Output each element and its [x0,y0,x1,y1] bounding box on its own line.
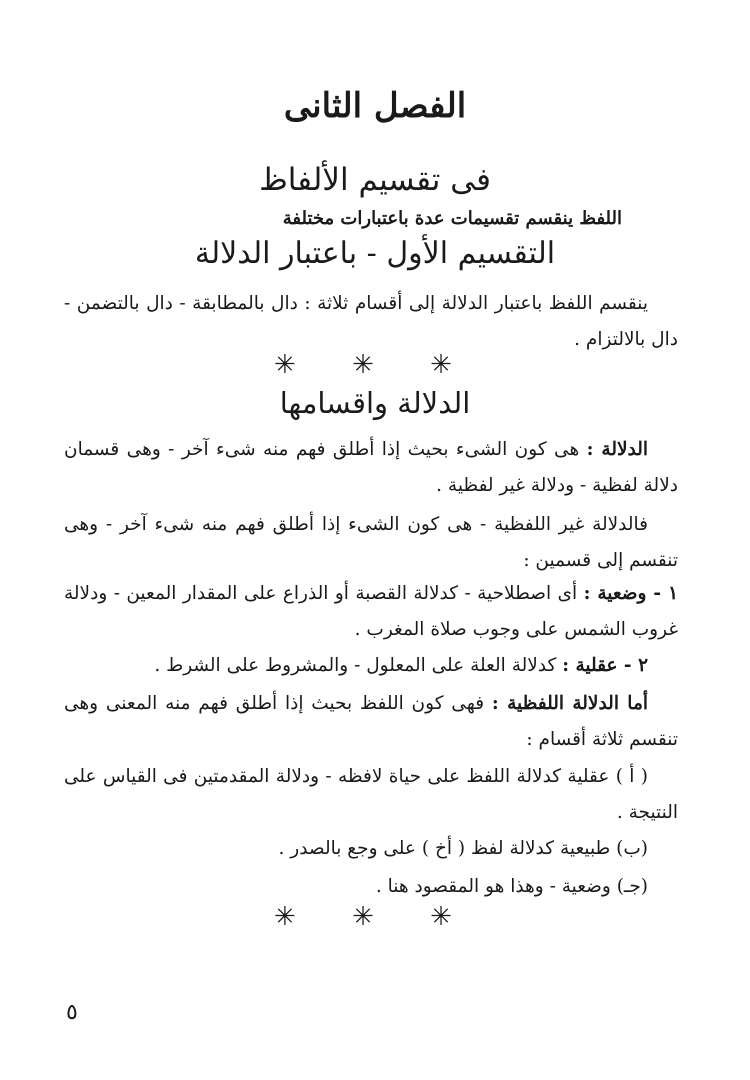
paragraph-lead: أما الدلالة اللفظية : [491,693,648,714]
page-number: ٥ [66,1000,78,1025]
non-verbal-paragraph: فالدلالة غير اللفظية - هى كون الشىء إذا أطلق فهم منه شىء آخر - وهى تنقسم إلى قسمين : [64,514,678,571]
paragraph-lead: ١ - وضعية : [583,583,678,604]
rational-paragraph [64,648,678,684]
paragraph-text: فهى كون اللفظ بحيث إذا أطلق فهم منه المعنى وهى تنقسم ثلاثة أقسام : [64,693,678,750]
section-title: فى تقسيم الألفاظ [259,162,491,198]
verbal-paragraph [64,686,678,758]
item-c-paragraph: (جـ) وضعية - وهذا هو المقصود هنا . [375,876,648,897]
conventional-paragraph [64,576,678,648]
paragraph-lead: ٢ - عقلية : [562,655,648,676]
item-a-paragraph: ( أ ) عقلية كدلالة اللفظ على حياة لافظه - ودلالة المقدمتين فى القياس على النتيجة . [64,766,678,823]
paragraph-text: هى كون الشىء بحيث إذا أطلق فهم منه شىء آخر - وهى قسمان دلالة لفظية - ودلالة غير لفظية . [64,439,678,496]
section-heading: الدلالة واقسامها [279,386,471,420]
separator-stars: ✳ ✳ ✳ [274,350,476,380]
paragraph-text: كدلالة العلة على المعلول - والمشروط على الشرط . [154,655,563,676]
definition-paragraph [64,432,678,504]
separator-stars: ✳ ✳ ✳ [274,902,476,932]
division-title: التقسيم الأول - باعتبار الدلالة [194,236,556,271]
chapter-title: الفصل الثانى [283,86,467,126]
paragraph-lead: الدلالة : [586,439,648,460]
paragraph-text: أى اصطلاحية - كدلالة القصبة أو الذراع على المقدار المعين - ودلالة غروب الشمس على وجوب صلاة المغرب . [64,583,678,640]
item-b-paragraph: (ب) طبيعية كدلالة لفظ ( أخ ) على وجع بالصدر . [278,838,648,859]
intro-paragraph: ينقسم اللفظ باعتبار الدلالة إلى أقسام ثلاثة : دال بالمطابقة - دال بالتضمن - دال بالالتزام . [64,293,678,350]
subtitle: اللفظ ينقسم تقسيمات عدة باعتبارات مختلفة [282,208,622,229]
